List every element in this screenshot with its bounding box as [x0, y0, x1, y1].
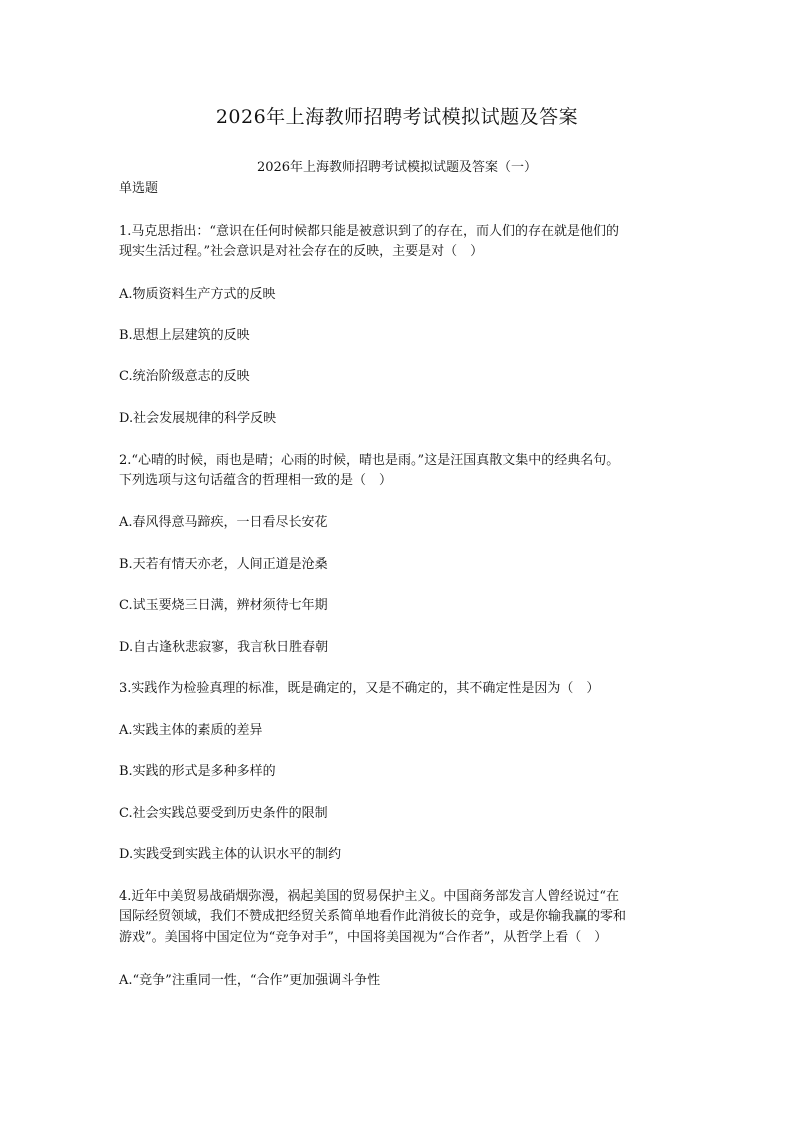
question-1-option-a: A.物质资料生产方式的反映	[119, 287, 276, 302]
question-3-option-a: A.实践主体的素质的差异	[119, 723, 263, 738]
question-1-line-2: 现实生活过程。”社会意识是对社会存在的反映，主要是对（ ）	[119, 244, 484, 259]
question-2-option-b: B.天若有情天亦老，人间正道是沧桑	[119, 557, 328, 572]
question-4-line-3: 游戏”。美国将中国定位为“竞争对手”，中国将美国视为“合作者”，从哲学上看（ ）	[119, 930, 608, 945]
question-1-option-c: C.统治阶级意志的反映	[119, 369, 250, 384]
question-1-option-b: B.思想上层建筑的反映	[119, 328, 250, 343]
question-3-option-b: B.实践的形式是多种多样的	[119, 764, 276, 779]
question-4-line-2: 国际经贸领域，我们不赞成把经贸关系简单地看作此消彼长的竞争，或是你输我赢的零和	[119, 909, 627, 924]
question-3-line-1: 3.实践作为检验真理的标准，既是确定的，又是不确定的，其不确定性是因为（ ）	[119, 681, 600, 696]
question-3-option-c: C.社会实践总要受到历史条件的限制	[119, 806, 328, 821]
question-2-line-2: 下列选项与这句话蕴含的哲理相一致的是（ ）	[119, 473, 393, 488]
question-1-option-d: D.社会发展规律的科学反映	[119, 411, 277, 426]
question-2-option-d: D.自古逢秋悲寂寥，我言秋日胜春朝	[119, 640, 329, 655]
question-2-option-c: C.试玉要烧三日满，辨材须待七年期	[119, 598, 328, 613]
question-2-option-a: A.春风得意马蹄疾，一日看尽长安花	[119, 515, 328, 530]
section-heading: 单选题	[119, 181, 159, 196]
question-1-line-1: 1.马克思指出：“意识在任何时候都只能是被意识到了的存在，而人们的存在就是他们的	[119, 224, 620, 239]
question-4-line-1: 4.近年中美贸易战硝烟弥漫，祸起美国的贸易保护主义。中国商务部发言人曾经说过“在	[119, 889, 620, 904]
question-4-option-a: A.“竞争”注重同一性，“合作”更加强调斗争性	[119, 973, 381, 988]
question-2-line-1: 2.“心晴的时候，雨也是晴；心雨的时候，晴也是雨。”这是汪国真散文集中的经典名句。	[119, 453, 620, 468]
question-3-option-d: D.实践受到实践主体的认识水平的制约	[119, 847, 342, 862]
exam-subtitle: 2026年上海教师招聘考试模拟试题及答案（一）	[256, 160, 538, 175]
document-title: 2026年上海教师招聘考试模拟试题及答案	[215, 106, 579, 128]
